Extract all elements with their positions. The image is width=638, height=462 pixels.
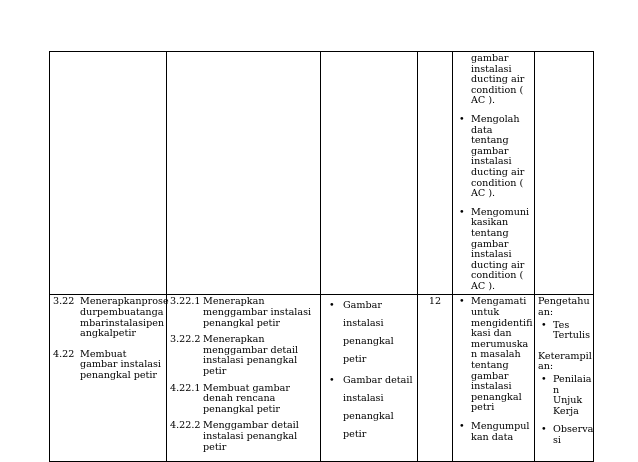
- indicator-text: Menerapkan menggambar instalasi penangkal petir: [203, 296, 312, 329]
- skills-label: Keterampil an:: [538, 350, 592, 373]
- knowledge-list: [538, 321, 590, 342]
- table-row: [50, 52, 594, 295]
- learning-activities-cell: [453, 52, 535, 295]
- competency-text: Membuat gambar instalasi penangkal petir: [80, 348, 161, 382]
- activity-text: Mengumpul kan data: [471, 421, 530, 443]
- competency-number: 4.22: [53, 348, 75, 360]
- activity-text: Mengolah data tentang gambar instalasi ducting air condition ( AC ).: [471, 113, 525, 200]
- bullet-icon: •: [329, 300, 335, 312]
- indicator-text: Menerapkan menggambar detail instalasi penangkal petir: [203, 334, 299, 378]
- list-item: [538, 424, 594, 446]
- competency-item: [53, 350, 163, 382]
- bullet-icon: •: [459, 421, 465, 432]
- material-cell: [321, 295, 418, 462]
- bullet-icon: •: [541, 374, 547, 386]
- material-text: Gambar detail instalasi penangkal petir: [343, 375, 413, 441]
- competency-cell: [50, 295, 167, 462]
- indicator-item: [170, 297, 317, 329]
- table-row: [50, 295, 594, 462]
- indicator-text: Membuat gambar denah rencana penangkal petir: [203, 382, 290, 415]
- activity-text: Mengomuni kasikan tentang gambar instalasi ducting air condition ( AC ).: [471, 206, 530, 292]
- activity-text: Mengamati untuk mengidentifi kasi dan merumuska n masalah tentang gambar instalasi penangkal petri: [471, 296, 533, 414]
- competency-text: Menerapkanprose durpembuatanga mbarinstalasipen angkalpetir: [80, 296, 169, 340]
- list-item: [456, 115, 531, 200]
- activity-list: [456, 54, 531, 292]
- list-item: [456, 297, 531, 414]
- learning-activities-cell: [453, 295, 535, 462]
- table-cell: [167, 52, 321, 295]
- skills-list: [538, 374, 594, 447]
- assessment-cell: [535, 295, 594, 462]
- bullet-icon: •: [329, 375, 335, 387]
- list-item: [324, 297, 414, 369]
- competency-item: [53, 296, 169, 340]
- table-cell: [321, 52, 418, 295]
- knowledge-label: Pengetahu an:: [538, 296, 590, 319]
- time-allocation-cell: [418, 295, 453, 462]
- indicator-item: [170, 421, 317, 453]
- material-text: Gambar instalasi penangkal petir: [343, 300, 394, 366]
- list-item: [538, 375, 590, 417]
- bullet-icon: •: [459, 296, 465, 308]
- bullet-icon: •: [541, 319, 547, 331]
- indicator-cell: [167, 295, 321, 462]
- indicator-number: 4.22.2: [170, 420, 201, 432]
- table-cell: [50, 52, 167, 295]
- list-item: [456, 54, 531, 107]
- assessment-text: Tes Tertulis: [553, 319, 591, 342]
- activity-list: [456, 297, 531, 443]
- assessment-text: Penilaia n Unjuk Kerja: [553, 374, 592, 417]
- bullet-icon: •: [459, 113, 465, 125]
- indicator-text: Menggambar detail instalasi penangkal petir: [203, 420, 299, 453]
- time-allocation-value: 12: [428, 296, 442, 308]
- competency-number: 3.22: [53, 296, 75, 308]
- assessment-text: Observa si: [553, 424, 594, 446]
- bullet-icon: •: [459, 206, 465, 218]
- indicator-item: [170, 384, 317, 416]
- indicator-number: 4.22.1: [170, 382, 201, 394]
- indicator-number: 3.22.1: [170, 296, 201, 308]
- list-item: [456, 208, 531, 293]
- list-item: [456, 422, 531, 443]
- list-item: [538, 321, 590, 342]
- syllabus-table: [49, 51, 594, 462]
- list-item: [324, 372, 414, 444]
- indicator-number: 3.22.2: [170, 334, 201, 346]
- table-cell: [418, 52, 453, 295]
- bullet-icon: •: [541, 424, 547, 436]
- table-cell: [535, 52, 594, 295]
- indicator-item: [170, 335, 317, 377]
- activity-text: gambar instalasi ducting air condition ( AC ).: [471, 53, 525, 107]
- material-list: [324, 297, 414, 444]
